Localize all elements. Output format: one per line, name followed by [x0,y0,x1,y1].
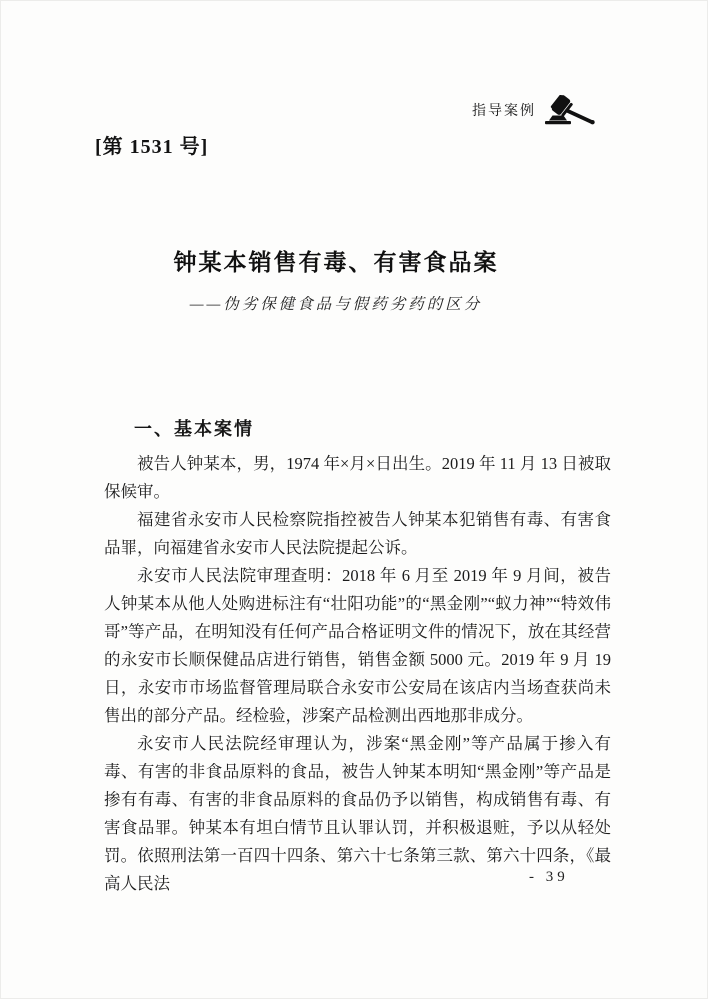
paragraph-court-findings: 永安市人民法院审理查明：2018 年 6 月至 2019 年 9 月间，被告人钟某本从他人处购进标注有“壮阳功能”的“黑金刚”“蚁力神”“特效伟哥”等产品，在明知没有任何产品合格证明文件的情况下，放在其经营的永安市长顺保健品店进行销售，销售金额 5000 元。2019 年 9 月 19 日，永安市市场监督管理局联合永安市公安局在该店内当场查获尚未售出的部分产品。经检验，涉案产品检测出西地那非成分。 [104,566,611,725]
gavel-icon [543,95,597,125]
body-text [104,450,611,898]
running-head [472,95,597,125]
paragraph-prosecution: 福建省永安市人民检察院指控被告人钟某本犯销售有毒、有害食品罪，向福建省永安市人民法院提起公诉。 [104,510,611,557]
running-head-label: 指导案例 [472,104,536,119]
page-number: - 39 [529,869,569,885]
section-heading-basic-facts: 一、基本案情 [134,419,254,439]
paragraph-court-opinion: 永安市人民法院经审理认为，涉案“黑金刚”等产品属于掺入有毒、有害的非食品原料的食品，被告人钟某本明知“黑金刚”等产品是掺有有毒、有害的非食品原料的食品仍予以销售，构成销售有毒、有害食品罪。钟某本有坦白情节且认罪认罚，并积极退赃，予以从轻处罚。依照刑法第一百四十四条、第六十七条第三款、第六十四条，《最高人民法 [104,734,611,893]
case-number: [第 1531 号] [95,136,209,158]
case-title: 钟某本销售有毒、有害食品案 [173,250,499,275]
paragraph-defendant-info: 被告人钟某本，男，1974 年×月×日出生。2019 年 11 月 13 日被取保候审。 [104,454,611,501]
case-subtitle: ——伪劣保健食品与假药劣药的区分 [189,296,483,313]
